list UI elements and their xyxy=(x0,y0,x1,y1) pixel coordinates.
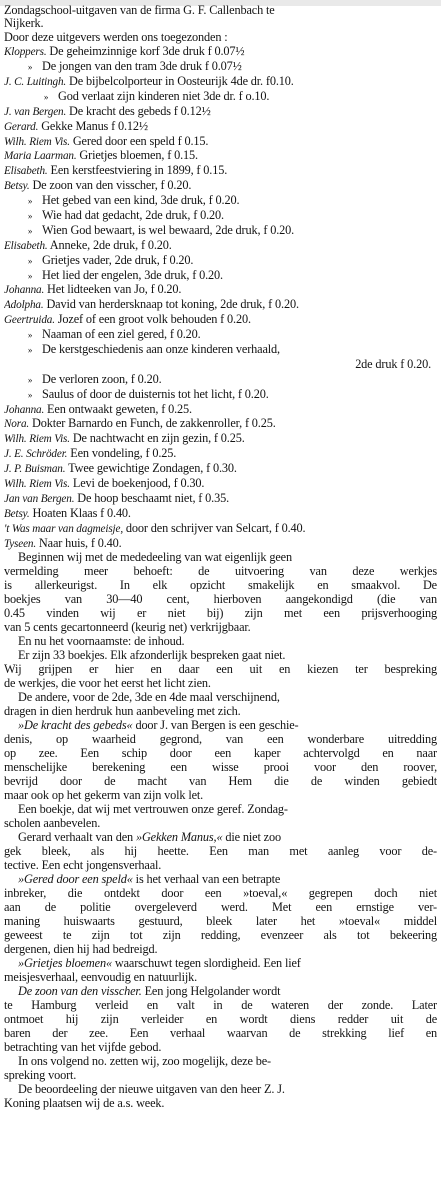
book-title: Grietjes bloemen, f 0.15. xyxy=(76,148,198,163)
paragraph-line xyxy=(4,1068,437,1082)
author-name: Adolpha. xyxy=(4,299,44,312)
paragraph-text: de werkjes, die voor het eerst het licht zien. xyxy=(4,676,211,691)
paragraph-text: geweest te zijn tot zijn redding, evenzeer als tot bekeering xyxy=(4,928,437,943)
paragraph-first-line xyxy=(4,984,437,998)
book-title: Twee gewichtige Zondagen, f 0.30. xyxy=(65,461,237,476)
paragraph-text: Beginnen wij met de mededeeling van wat eigenlijk geen xyxy=(18,550,292,565)
book-title: De jongen van den tram 3de druk f 0.07½ xyxy=(42,59,242,74)
listing-entry xyxy=(4,431,437,446)
ditto-mark-icon: » xyxy=(27,225,33,236)
paragraph-text: die niet zoo xyxy=(222,830,281,845)
paragraph-line xyxy=(4,606,437,620)
paragraph-text: inbreker, die ontdekt door een »toeval,« gegrepen doch niet xyxy=(4,886,437,901)
paragraph-line xyxy=(4,858,437,872)
author-name: J. E. Schröder. xyxy=(4,448,68,461)
paragraph-text: Gerard verhaalt van den xyxy=(18,830,136,845)
ditto-mark-icon: » xyxy=(27,270,33,281)
paragraph-line xyxy=(4,914,437,928)
author-name: Gerard. xyxy=(4,120,39,133)
paragraph-text: op zee. Een schip door een kaper achtervolgd en naar xyxy=(4,746,437,761)
paragraph-first-line xyxy=(4,1082,437,1096)
listing-entry-continued xyxy=(4,193,437,208)
paragraph-text: menschelijke berekening een wisse prooi voor den roover, xyxy=(4,760,437,775)
header-line xyxy=(4,4,437,17)
listing-entry xyxy=(4,74,437,89)
header-text: Zondagschool-uitgaven van de firma G. F. Callenbach te xyxy=(4,4,275,17)
listing-entry-continued xyxy=(4,89,437,104)
paragraph-text: meisjesverhaal, eenvoudig en natuurlijk. xyxy=(4,970,198,985)
paragraph-first-line xyxy=(4,648,437,662)
book-title-italic: De zoon van den visscher. xyxy=(18,984,142,999)
paragraph-text: In ons volgend no. zetten wij, zoo mogelijk, deze be- xyxy=(18,1054,271,1069)
listing-entry-continued xyxy=(4,268,437,283)
paragraph-text: En nu het voornaamste: de inhoud. xyxy=(18,634,185,649)
listing-entry xyxy=(4,446,437,461)
listing-entry xyxy=(4,536,437,551)
paragraph-text: aan de politie overgeleverd werd. Met een ernstige ver- xyxy=(4,900,437,915)
listing-entry xyxy=(4,521,437,536)
article-column xyxy=(4,4,437,1110)
paragraph-text: Er zijn 33 boekjes. Elk afzonderlijk bespreken gaat niet. xyxy=(18,648,286,663)
author-name: Kloppers. xyxy=(4,46,47,59)
author-name: Wilh. Riem Vis. xyxy=(4,135,70,148)
listing-entry xyxy=(4,491,437,506)
paragraph-line xyxy=(4,886,437,900)
book-title-italic: »Grietjes bloemen« xyxy=(18,956,112,971)
book-title: Gered door een speld f 0.15. xyxy=(69,133,209,148)
header-line xyxy=(4,17,437,30)
paragraph-text: vermelding meer behoeft: de uitvoering van deze werkjes xyxy=(4,564,437,579)
book-title: Naar huis, f 0.40. xyxy=(35,535,122,550)
paragraph-text: De andere, voor de 2de, 3de en 4de maal verschijnend, xyxy=(18,690,280,705)
book-title: David van herdersknaap tot koning, 2de druk, f 0.20. xyxy=(43,297,299,312)
paragraph-first-line xyxy=(4,1054,437,1068)
paragraph-line xyxy=(4,1096,437,1110)
book-title: Grietjes vader, 2de druk, f 0.20. xyxy=(42,252,194,267)
listing-entry-continued xyxy=(4,342,437,357)
book-title: De geheimzinnige korf 3de druk f 0.07½ xyxy=(46,44,245,59)
author-name: 't Was maar van dagmeisje, xyxy=(4,522,123,535)
paragraph-text: Wij grijpen er hier en daar een uit en kiezen ter bespreking xyxy=(4,662,437,677)
author-name: Elisabeth. xyxy=(4,165,48,178)
paragraph-line xyxy=(4,592,437,606)
paragraph-text: waarschuwt tegen slordigheid. Een lief xyxy=(111,956,301,971)
listing-entry-wrap xyxy=(4,357,437,372)
listing-entry xyxy=(4,297,437,312)
paragraph-line xyxy=(4,564,437,578)
ditto-mark-icon: » xyxy=(27,62,33,73)
book-title: De kracht des gebeds f 0.12½ xyxy=(66,103,211,118)
book-title: Wie had dat gedacht, 2de druk, f 0.20. xyxy=(42,207,224,222)
paragraph-text: betrachting van het vijfde gebod. xyxy=(4,1040,162,1055)
paragraph-first-line xyxy=(4,872,437,886)
book-title: door den schrijver van Selcart, f 0.40. xyxy=(122,520,306,535)
author-name: Johanna. xyxy=(4,284,45,297)
paragraph-line xyxy=(4,998,437,1012)
paragraph-first-line xyxy=(4,830,437,844)
book-title: Het lied der engelen, 3de druk, f 0.20. xyxy=(42,267,223,282)
paragraph-first-line xyxy=(4,634,437,648)
paragraph-line xyxy=(4,816,437,830)
book-title: God verlaat zijn kinderen niet 3de dr. f o.10. xyxy=(58,88,270,103)
paragraph-text: dergenen, dien hij had bedreigd. xyxy=(4,942,158,957)
listing-entry xyxy=(4,178,437,193)
listing-entry xyxy=(4,461,437,476)
book-title: Een ontwaakt geweten, f 0.25. xyxy=(44,401,192,416)
author-name: Nora. xyxy=(4,418,30,431)
paragraph-text: scholen aanbevelen. xyxy=(4,816,101,831)
listing-entry-continued xyxy=(4,327,437,342)
author-name: J. C. Luitingh. xyxy=(4,75,67,88)
listing-entry xyxy=(4,104,437,119)
listing-entry xyxy=(4,476,437,491)
author-name: J. P. Buisman. xyxy=(4,463,66,476)
listing-entry-continued xyxy=(4,387,437,402)
header-line xyxy=(4,31,437,44)
author-name: Tyseen. xyxy=(4,537,36,550)
book-title: De zoon van den visscher, f 0.20. xyxy=(29,178,192,193)
book-title: Naaman of een ziel gered, f 0.20. xyxy=(42,327,201,342)
book-title: Gekke Manus f 0.12½ xyxy=(38,118,148,133)
listing-entry-continued xyxy=(4,59,437,74)
paragraph-text: Een jong Helgolander wordt xyxy=(141,984,281,999)
listing-entry xyxy=(4,238,437,253)
paragraph-line xyxy=(4,746,437,760)
book-title: Een vondeling, f 0.25. xyxy=(67,446,177,461)
paragraph-line xyxy=(4,732,437,746)
book-title: Levi de boekenjood, f 0.30. xyxy=(69,476,205,490)
paragraph-text: denis, op waarheid gegrond, van een wonderbare uitredding xyxy=(4,732,437,747)
ditto-mark-icon: » xyxy=(27,196,33,207)
book-title: De verloren zoon, f 0.20. xyxy=(42,371,162,386)
paragraph-line xyxy=(4,970,437,984)
listing-entry xyxy=(4,148,437,163)
paragraph-text: te Hamburg verleid en valt in de wateren der zonde. Later xyxy=(4,998,437,1013)
listing-entry xyxy=(4,163,437,178)
paragraph-text: dragen in dien herdruk hun aanbeveling met zich. xyxy=(4,704,241,719)
book-title: Jozef of een groot volk behouden f 0.20. xyxy=(54,312,251,327)
book-title: Hoaten Klaas f 0.40. xyxy=(29,505,131,520)
paragraph-text: baren der zee. Een verhaal waarvan de strekking lief en xyxy=(4,1026,437,1041)
book-title-italic: »Gered door een speld« xyxy=(18,872,133,887)
ditto-mark-icon: » xyxy=(27,210,33,221)
listing-entry xyxy=(4,44,437,59)
book-title: De nachtwacht en zijn gezin, f 0.25. xyxy=(69,431,245,446)
author-name: Wilh. Riem Vis. xyxy=(4,433,70,446)
paragraph-line xyxy=(4,578,437,592)
paragraph-first-line xyxy=(4,956,437,970)
paragraph-first-line xyxy=(4,550,437,564)
listing-entry xyxy=(4,119,437,134)
paragraph-text: door J. van Bergen is een geschie- xyxy=(132,718,299,733)
author-name: Maria Laarman. xyxy=(4,150,77,163)
paragraph-first-line xyxy=(4,690,437,704)
listing-entry-continued xyxy=(4,253,437,268)
paragraph-text: tective. Een echt jongensverhaal. xyxy=(4,858,162,873)
paragraph-line xyxy=(4,1026,437,1040)
paragraph-text: maar ook op het gekerm van zijn volk let. xyxy=(4,788,204,803)
paragraph-line xyxy=(4,774,437,788)
book-title: De bijbelcolporteur in Oosteurijk 4de dr. f0.10. xyxy=(66,73,294,88)
book-title: De kerstgeschiedenis aan onze kinderen verhaald, xyxy=(42,341,280,356)
paragraph-line xyxy=(4,704,437,718)
paragraph-text: De beoordeeling der nieuwe uitgaven van den heer Z. J. xyxy=(18,1082,285,1097)
paragraph-text: Een boekje, dat wij met vertrouwen onze geref. Zondag- xyxy=(18,802,288,817)
paragraph-text: gek bleek, als hij heette. Een man met aanleg voor de- xyxy=(4,844,437,859)
paragraph-line xyxy=(4,928,437,942)
paragraph-line xyxy=(4,1040,437,1054)
ditto-mark-icon: » xyxy=(27,344,33,355)
paragraph-first-line xyxy=(4,802,437,816)
author-name: Wilh. Riem Vis. xyxy=(4,478,70,490)
book-title: Dokter Barnardo en Funch, de zakkenroller, f 0.25. xyxy=(29,416,276,431)
author-name: Betsy. xyxy=(4,507,30,520)
paragraph-text: bevrijd door de macht van Hem die de winden gebiedt xyxy=(4,774,437,789)
listing-entry xyxy=(4,506,437,521)
listing-entry-continued xyxy=(4,208,437,223)
paragraph-text: 0.45 vinden wij er niet bij) zijn met een prijsverhooging xyxy=(4,606,437,621)
paragraph-line xyxy=(4,844,437,858)
author-name: Johanna. xyxy=(4,403,45,416)
paragraph-line xyxy=(4,942,437,956)
book-title: Het gebed van een kind, 3de druk, f 0.20. xyxy=(42,193,240,208)
book-title-italic: »Gekken Manus,« xyxy=(135,830,223,845)
book-title: Wien God bewaart, is wel bewaard, 2de druk, f 0.20. xyxy=(42,222,295,237)
listing-entry xyxy=(4,134,437,149)
paragraph-text: van 5 cents gecartonneerd (keurig net) verkrijgbaar. xyxy=(4,620,251,635)
paragraph-line xyxy=(4,620,437,634)
paragraph-line xyxy=(4,788,437,802)
book-title: Saulus of door de duisternis tot het licht, f 0.20. xyxy=(42,386,269,401)
listing-entry xyxy=(4,416,437,431)
author-name: Jan van Bergen. xyxy=(4,492,75,505)
paragraph-text: maning huiswaarts gestuurd, bleek later het »toeval« middel xyxy=(4,914,437,929)
author-name: Geertruida. xyxy=(4,314,55,327)
paragraph-text: spreking voort. xyxy=(4,1068,77,1083)
ditto-mark-icon: » xyxy=(27,374,33,385)
author-name: J. van Bergen. xyxy=(4,105,67,118)
paragraph-first-line xyxy=(4,718,437,732)
paragraph-line xyxy=(4,676,437,690)
listing-entry xyxy=(4,402,437,417)
book-title: 2de druk f 0.20. xyxy=(355,356,431,371)
listing-entry xyxy=(4,312,437,327)
header-text: Door deze uitgevers werden ons toegezonden : xyxy=(4,30,228,44)
ditto-mark-icon: » xyxy=(27,330,33,341)
ditto-mark-icon: » xyxy=(27,389,33,400)
paragraph-line xyxy=(4,900,437,914)
book-title-italic: »De kracht des gebeds« xyxy=(18,718,133,733)
book-title: Een kerstfeestviering in 1899, f 0.15. xyxy=(47,163,228,178)
listing-entry xyxy=(4,282,437,297)
paragraph-line xyxy=(4,662,437,676)
header-text: Nijkerk. xyxy=(4,17,44,31)
ditto-mark-icon: » xyxy=(27,255,33,266)
paragraph-text: boekjes van 30—40 cent, hierboven aangekondigd (die van xyxy=(4,592,437,607)
book-title: De hoop beschaamt niet, f 0.35. xyxy=(74,490,230,505)
paragraph-line xyxy=(4,1012,437,1026)
listing-entry-continued xyxy=(4,372,437,387)
paragraph-text: ontmoet hij zijn verleider en wordt diens redder uit de xyxy=(4,1012,437,1027)
paragraph-text: is allerkeurigst. In elk opzicht smakelijk en smaakvol. De xyxy=(4,578,437,593)
paragraph-line xyxy=(4,760,437,774)
author-name: Betsy. xyxy=(4,180,30,193)
paragraph-text: Koning plaatsen wij de a.s. week. xyxy=(4,1096,165,1111)
listing-entry-continued xyxy=(4,223,437,238)
book-title: Anneke, 2de druk, f 0.20. xyxy=(47,237,172,252)
book-title: Het lidteeken van Jo, f 0.20. xyxy=(44,282,182,297)
ditto-mark-icon: » xyxy=(43,91,49,102)
paragraph-text: is het verhaal van een betrapte xyxy=(132,872,281,887)
author-name: Elisabeth. xyxy=(4,239,48,252)
